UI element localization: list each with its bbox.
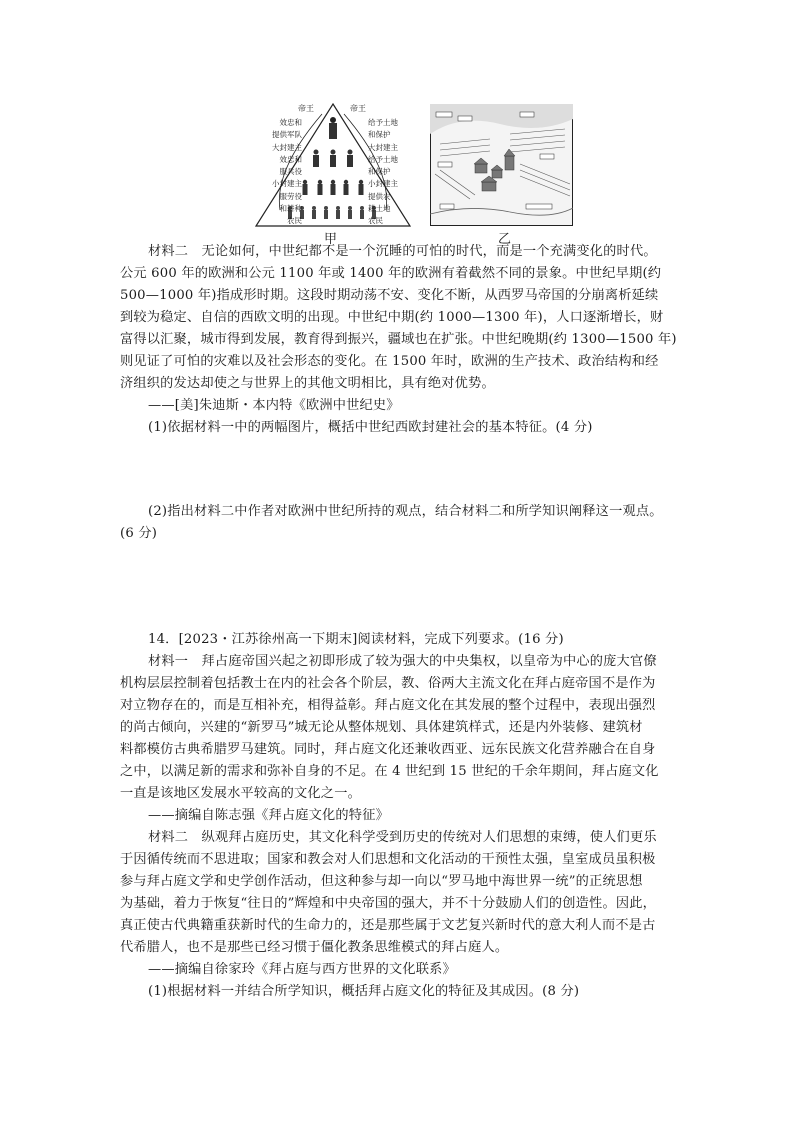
question-14-1: (1)根据材料一并结合所学知识，概括拜占庭文化的特征及其成因。(8 分) bbox=[148, 984, 580, 999]
pyramid-right-label: 农民 bbox=[368, 216, 383, 226]
q14-material1-line: 材料一 拜占庭帝国兴起之初即形成了较为强大的中央集权，以皇帝为中心的庞大官僚 bbox=[148, 654, 657, 669]
q14-material1-line: 一直是该地区发展水平较高的文化之一。 bbox=[120, 786, 361, 801]
question-14-header: 14．[2023・江苏徐州高一下期末]阅读材料，完成下列要求。(16 分) bbox=[148, 632, 564, 647]
pyramid-left-label: 效忠和 bbox=[279, 118, 302, 127]
q14-material2-line: 于因循传统而不思进取；国家和教会对人们思想和文化活动的干预性太强，皇室成员虽积极 bbox=[120, 852, 656, 867]
question-13-2: (2)指出材料二中作者对欧洲中世纪所持的观点，结合材料二和所学知识阐释这一观点。 bbox=[148, 504, 663, 519]
material2-line: 济组织的发达却使之与世界上的其他文明相比，具有绝对优势。 bbox=[120, 376, 495, 391]
q14-material1-line: 料都模仿古典希腊罗马建筑。同时，拜占庭文化还兼收西亚、远东民族文化营养融合在自身 bbox=[120, 742, 656, 757]
king-figure bbox=[329, 117, 337, 139]
material2-line: 材料二 无论如何，中世纪都不是一个沉睡的可怕的时代，而是一个充满变化的时代。 bbox=[148, 244, 657, 259]
pyramid-right-label: 提供农 bbox=[368, 191, 391, 201]
pyramid-left-label: 小封建主 bbox=[272, 179, 302, 189]
material2-line: 则见证了可怕的灾难以及社会形态的变化。在 1500 年时，欧洲的生产技术、政治结构和经 bbox=[120, 354, 659, 369]
q14-material1-source: ——摘编自陈志强《拜占庭文化的特征》 bbox=[148, 808, 389, 823]
pyramid-right-label: 和保护 bbox=[368, 130, 391, 140]
pyramid-right-label: 给予土地 bbox=[368, 118, 398, 127]
pyramid-right-label: 和保护 bbox=[368, 167, 391, 177]
material2-source: ——[美]朱迪斯・本内特《欧洲中世纪史》 bbox=[148, 398, 400, 413]
material2-line: 公元 600 年的欧洲和公元 1100 年或 1400 年的欧洲有着截然不同的景象。中世纪早期(约 bbox=[120, 266, 662, 281]
pyramid-left-label: 农民 bbox=[287, 216, 302, 226]
q14-material1-line: 对立物存在的，而是互相补充，相得益彰。拜占庭文化在其发展的整个过程中，表现出强烈 bbox=[120, 698, 656, 713]
q14-material2-line: 代希腊人，也不是那些已经习惯于僵化教条思维模式的拜占庭人。 bbox=[120, 940, 509, 955]
pyramid-label-top-left: 帝王 bbox=[298, 104, 314, 113]
pyramid-left-label: 服劳役 bbox=[279, 191, 302, 201]
figure-caption-right: 乙 bbox=[498, 232, 512, 247]
q14-material1-line: 的尚古倾向，兴建的“新罗马”城无论从整体规划、具体建筑样式，还是内外装修、建筑材 bbox=[120, 720, 643, 735]
pyramid-right-labels bbox=[368, 117, 418, 228]
q14-material2-source: ——摘编自徐家玲《拜占庭与西方世界的文化联系》 bbox=[148, 962, 456, 977]
q14-material2-line: 材料二 纵观拜占庭历史，其文化科学受到历史的传统对人们思想的束缚，使人们更乐 bbox=[148, 830, 657, 845]
pyramid-left-label: 提供军队 bbox=[272, 130, 302, 140]
pyramid-right-label: 给予土地 bbox=[368, 154, 398, 164]
q14-material2-line: 真正使古代典籍重获新时代的生命力的，还是那些属于文艺复兴新时代的意大利人而不是古 bbox=[120, 918, 656, 933]
material2-line: 富得以汇聚，城市得到发展，教育得到振兴，疆域也在扩张。中世纪晚期(约 1300—1500 年) bbox=[120, 332, 677, 347]
pyramid-left-label: 服兵役 bbox=[279, 167, 302, 177]
q14-material2-line: 参与拜占庭文学和史学创作活动，但这种参与却一向以“罗马地中海世界一统”的正统思想 bbox=[120, 874, 643, 889]
question-13-1: (1)依据材料一中的两幅图片，概括中世纪西欧封建社会的基本特征。(4 分) bbox=[148, 420, 593, 435]
manor-illustration bbox=[430, 104, 573, 226]
pyramid-left-labels bbox=[252, 117, 302, 228]
pyramid-left-label: 大封建主 bbox=[272, 142, 302, 152]
q14-material1-line: 机构层层控制着包括教士在内的社会各个阶层，教、俗两大主流文化在拜占庭帝国不是作为 bbox=[120, 676, 656, 691]
material2-line: 500—1000 年)指成形时期。这段时期动荡不安、变化不断，从西罗马帝国的分崩离析延续 bbox=[120, 288, 659, 303]
q14-material2-line: 为基础，着力于恢复“往日的”辉煌和中央帝国的强大，并不十分鼓励人们的创造性。因此， bbox=[120, 896, 656, 911]
pyramid-right-label: 耕土地 bbox=[368, 204, 391, 214]
figure-caption-left: 甲 bbox=[324, 232, 338, 247]
pyramid-label-top-right: 帝王 bbox=[350, 104, 366, 113]
pyramid-left-label: 和耕种 bbox=[279, 204, 302, 214]
pyramid-right-label: 小封建主 bbox=[368, 179, 398, 189]
q14-material1-line: 之中，以满足新的需求和弥补自身的不足。在 4 世纪到 15 世纪的千余年期间，拜占庭文化 bbox=[120, 764, 659, 779]
pyramid-right-label: 大封建主 bbox=[368, 142, 398, 152]
question-13-2-cont: (6 分) bbox=[120, 526, 158, 541]
material2-line: 到较为稳定、自信的西欧文明的出现。中世纪中期(约 1000—1300 年)，人口逐渐增长，财 bbox=[120, 310, 664, 325]
pyramid-left-label: 效忠和 bbox=[279, 154, 302, 164]
